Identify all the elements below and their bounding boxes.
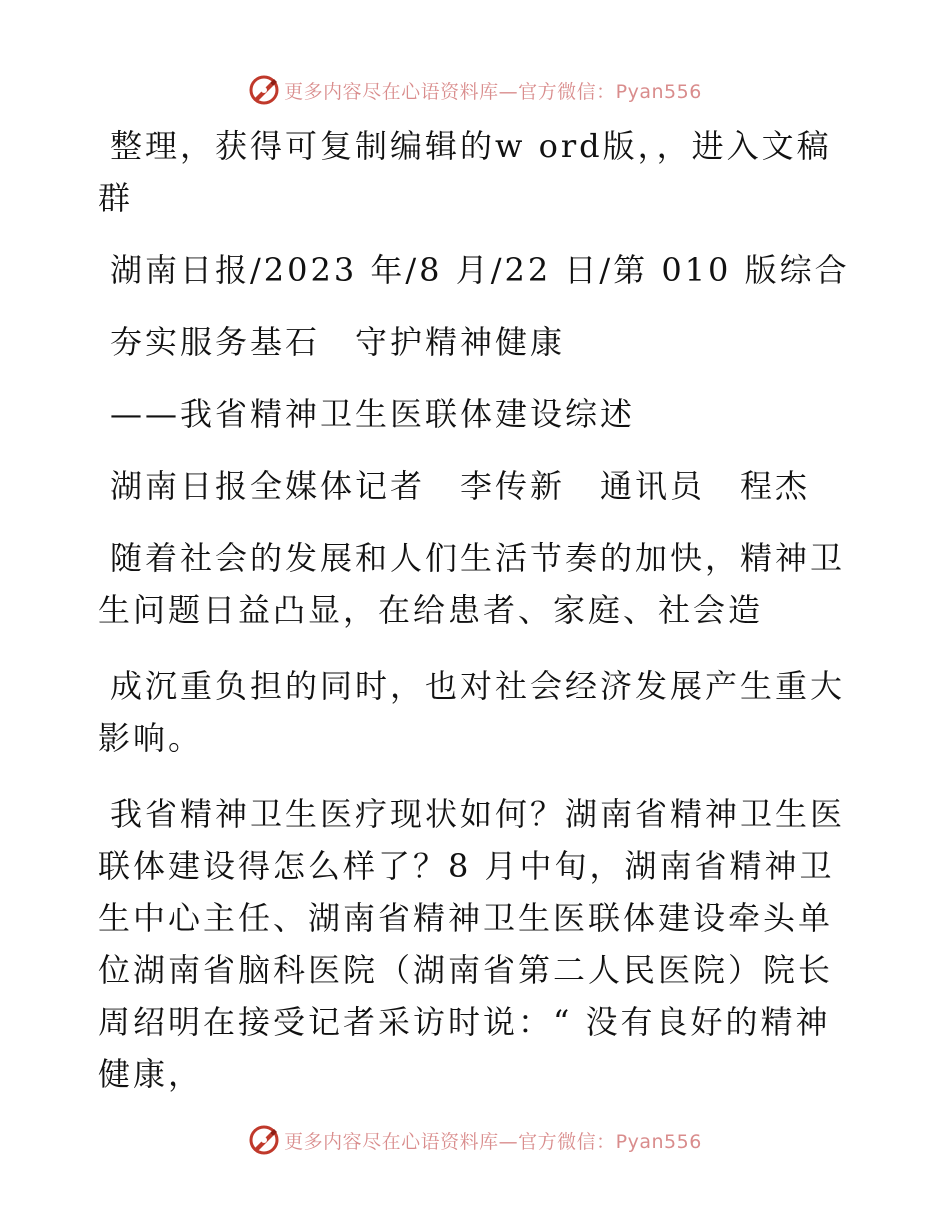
document-body [98,120,858,1120]
article-title: 夯实服务基石 守护精神健康 [110,323,566,361]
watermark-footer [0,1120,950,1160]
pen-logo-icon [248,1124,280,1156]
paragraph-body-3: 我省精神卫生医疗现状如何？湖南省精神卫生医联体建设得怎么样了？8 月中旬，湖南省精神卫生中心主任、湖南省精神卫生医联体建设牵头单位湖南省脑科医院（湖南省第二人民医院）院长周绍明在接受记者采访时说：“ 没有良好的精神健康， [98,795,846,1093]
paragraph-source-line: 湖南日报/2023 年/8 月/22 日/第 010 版综合 [110,251,850,289]
pen-logo-icon [248,74,280,106]
watermark-header [0,70,950,110]
article-byline: 湖南日报全媒体记者 李传新 通讯员 程杰 [110,467,811,505]
paragraph-body-2: 成沉重负担的同时，也对社会经济发展产生重大影响。 [98,667,846,757]
paragraph-body-1: 随着社会的发展和人们生活节奏的加快，精神卫生问题日益凸显，在给患者、家庭、社会造 [98,539,846,629]
watermark-text: 更多内容尽在心语资料库—官方微信：Pyan556 [284,1130,702,1153]
article-subtitle: ——我省精神卫生医联体建设综述 [110,395,636,433]
watermark-text: 更多内容尽在心语资料库—官方微信：Pyan556 [284,80,702,103]
paragraph-intro-note: 整理，获得可复制编辑的w ord版，，进入文稿群 [98,127,832,217]
